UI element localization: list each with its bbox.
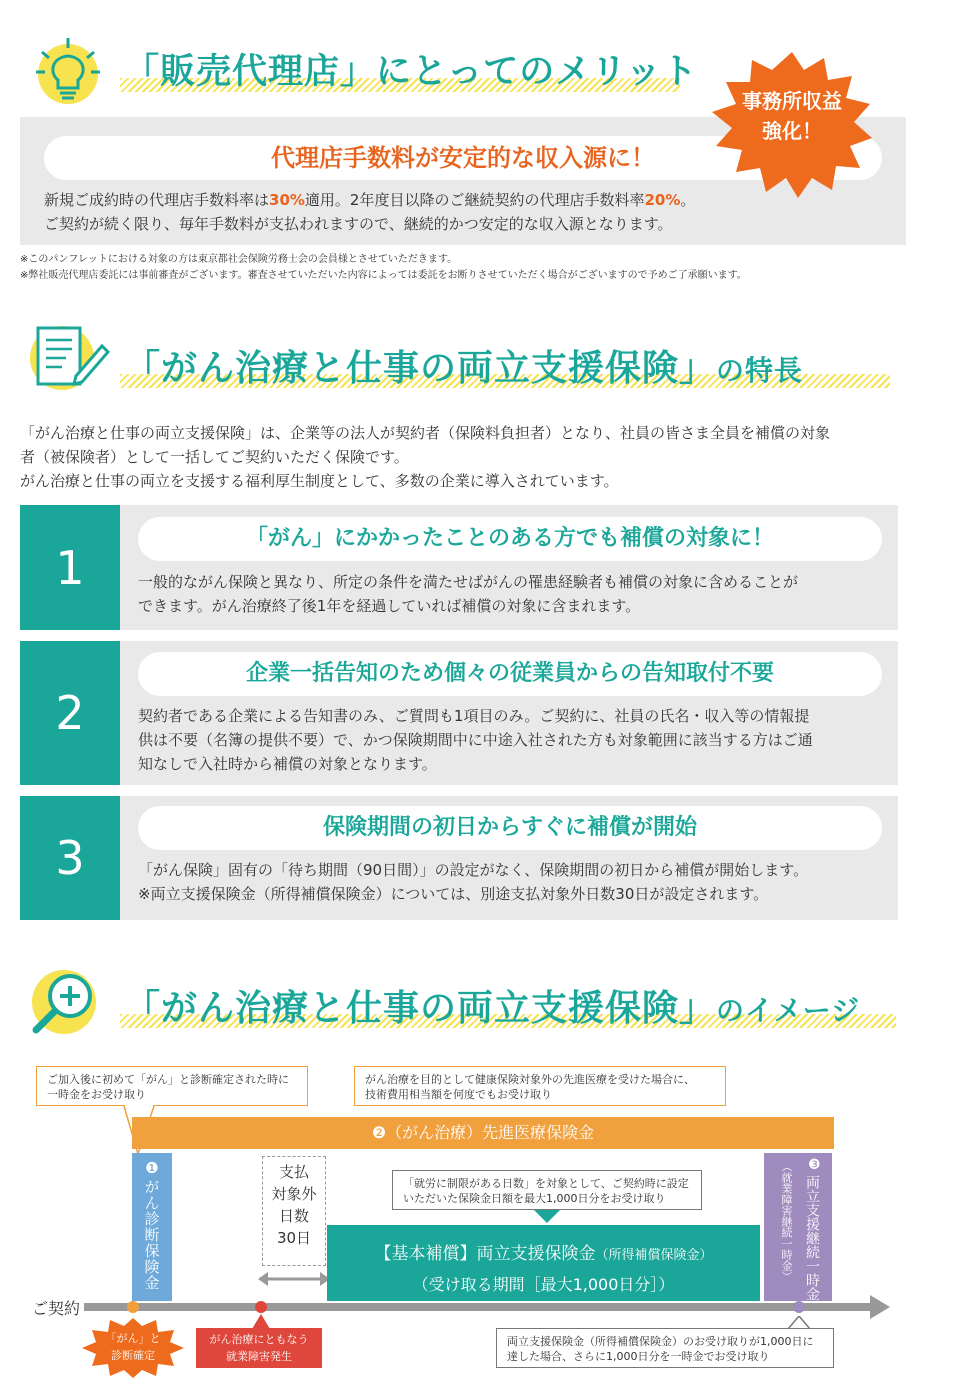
basic-coverage-sub: （受け取る期間［最大1,000日分］） [412,1275,675,1294]
section3-title [124,980,860,1031]
advanced-medical-bar [132,1117,834,1149]
feature-text-line: 知なしで入社時から補償の対象となります。 [138,755,437,773]
basic-coverage-title-main: 【基本補償】両立支援保険金 [374,1244,596,1264]
merit-pct-renewal: 20% [644,191,681,209]
intro-line3: がん治療と仕事の両立を支援する福利厚生制度として、多数の企業に導入されています。 [20,472,619,490]
marker-cancer-diagnosis [82,1318,184,1378]
section2-title [124,340,803,391]
timeline-arrow [84,1294,894,1320]
feature-number: 1 [20,505,120,630]
section3-title-suffix: のイメージ [716,994,861,1027]
section2-title-suffix: の特長 [716,354,804,387]
feature-number: 3 [20,796,120,920]
timeline-marker-disability [254,1300,268,1314]
diagnosis-label: がん診断保険金 [142,1179,161,1291]
continuation-label: 両立支援継続一時金 [804,1175,820,1301]
feature-text-line: 「がん保険」固有の「待ち期間（90日間）」の設定がなく、保険期間の初日から補償が開始します。 [138,861,809,879]
feature-text-line: ※両立支援保険金（所得補償保険金）については、別途支払対象外日数30日が設定されます。 [138,885,769,903]
merit-body-text-c: 。 [680,191,696,209]
intro-line1: 「がん治療と仕事の両立支援保険」は、企業等の法人が契約者（保険料負担者）となり、社員の皆さま全員を補償の対象 [20,424,831,442]
badge-starburst [706,50,878,200]
callout-advanced: がん治療を目的として健康保険対象外の先進医療を受けた場合に、 技術費用相当額を何度でもお受け取り [354,1066,726,1106]
note-2: ※弊社販売代理店委託には事前審査がございます。審査させていただいた内容によっては委託をお断りさせていただく場合がございますので予めご了承願います。 [20,270,747,281]
feature-heading: 「がん」にかかったことのある方でも補償の対象に！ [138,517,882,561]
marker-cancer-text: 「がん」と 診断確定 [105,1332,161,1362]
merit-pct-first: 30% [269,191,305,209]
feature-number: 2 [20,641,120,785]
marker-disability: がん治療にともなう 就業障害発生 [196,1328,322,1368]
contract-label: ご契約 [32,1299,81,1318]
feature-text-line: できます。がん治療終了後1年を経過していれば補償の対象に含まれます。 [138,597,641,615]
basic-coverage-title [327,1239,760,1264]
continuation-bar [764,1153,832,1301]
merit-body-line1 [44,188,695,212]
section3-title-main: 「がん治療と仕事の両立支援保険」 [124,988,717,1029]
callout-pointer [534,1210,560,1224]
lightbulb-icon [28,30,108,110]
timeline-marker-contract [126,1300,140,1314]
intro-line2: 者（被保険者）として一括してご契約いただく保険です。 [20,448,409,466]
feature-heading: 保険期間の初日からすぐに補償が開始 [138,806,882,850]
feature-heading: 企業一括告知のため個々の従業員からの告知取付不要 [138,652,882,696]
merit-body-line2: ご契約が続く限り、毎年手数料が支払われますので、継続的かつ安定的な収入源となります。 [44,215,673,233]
timeline-marker-continuation [792,1300,806,1314]
continuation-sub: （就業障害継続一時金） [780,1161,793,1282]
callout-diagnosis: ご加入後に初めて「がん」と診断確定された時に 一時金をお受け取り [36,1066,308,1106]
magnifier-plus-icon [20,964,112,1044]
continuation-number: ❸ [808,1157,821,1173]
section1-title: 「販売代理店」にとってのメリット [124,52,698,92]
feature-text-line: 一般的ながん保険と異なり、所定の条件を満たせばがんの罹患経験者も補償の対象に含めることが [138,573,799,591]
diagnosis-bar [132,1153,172,1301]
badge-text: 事務所収益 強化！ [742,89,842,143]
clipboard-pencil-icon [22,318,114,394]
merit-body-text-b: 適用。2年度目以降のご継続契約の代理店手数料率 [304,191,645,209]
section2-title-main: 「がん治療と仕事の両立支援保険」 [124,348,717,389]
diagnosis-number: ❶ [145,1159,159,1177]
feature-text-line: 供は不要（名簿の提供不要）で、かつ保険期間中に中途入社された方も対象範囲に該当する方はご通 [138,731,813,749]
basic-coverage-title-sub: （所得補償保険金） [595,1248,713,1263]
advanced-medical-label: ❷（がん治療）先進医療保険金 [371,1123,595,1142]
merit-headline: 代理店手数料が安定的な収入源に！ [44,136,882,180]
marker-pointer [252,1314,270,1330]
exclusion-arrow [256,1270,332,1288]
callout-continuation: 両立支援保険金（所得補償保険金）のお受け取りが1,000日に 達した場合、さらに1,000日分を一時金でお受け取り [496,1328,834,1368]
feature-text-line: 契約者である企業による告知書のみ、ご質問も1項目のみ。ご契約に、社員の氏名・収入等の情報提 [138,707,810,725]
merit-body-text-a: 新規ご成約時の代理店手数料率は [44,191,270,209]
basic-coverage-bar [327,1225,760,1301]
note-1: ※このパンフレットにおける対象の方は東京都社会保険労務士会の会員様とさせていただきます。 [20,254,458,265]
callout-basic: 「就労に制限がある日数」を対象として、ご契約時に設定 いただいた保険金日額を最大1,000日分をお受け取り [392,1170,702,1210]
exclusion-period-box: 支払 対象外 日数 30日 [262,1156,326,1266]
